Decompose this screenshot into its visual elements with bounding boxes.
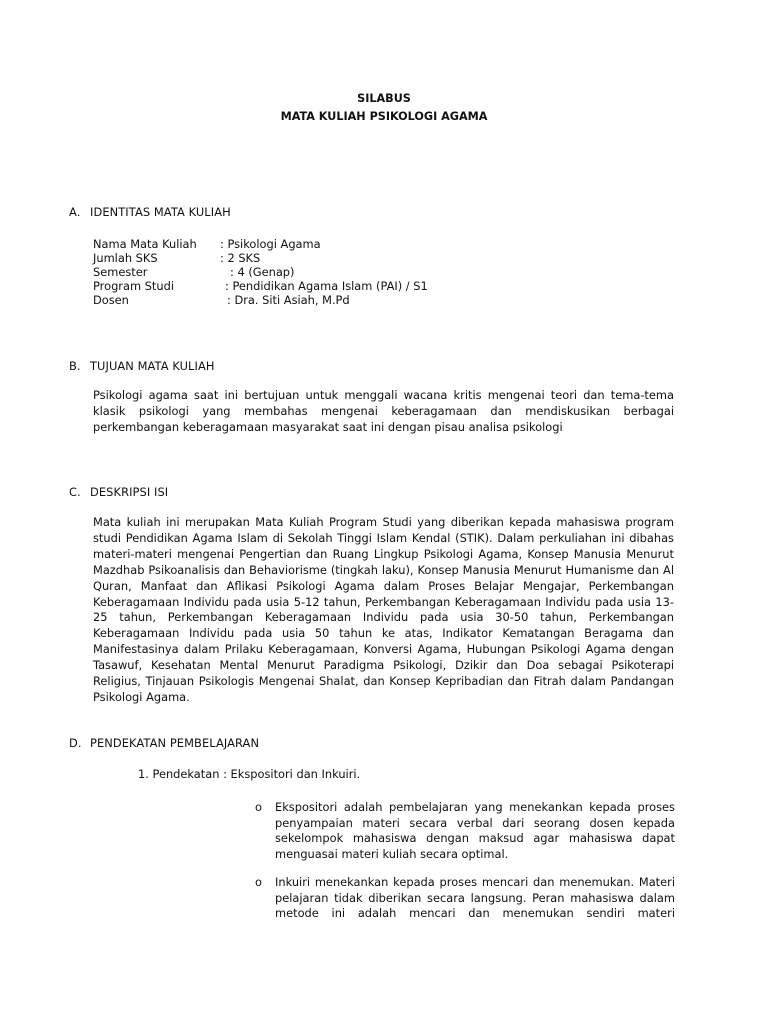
section-c-label: C.	[69, 485, 81, 499]
bullet-mark: o	[255, 800, 262, 814]
identity-value: : Psikologi Agama	[220, 237, 321, 251]
paragraph-line: Keberagamaan Individu pada usia 50 tahun ke atas, Indikator Kematangan Beragama dan	[93, 626, 674, 641]
section-d-label: D.	[69, 736, 82, 750]
paragraph-line: Psikologi agama saat ini bertujuan untuk menggali wacana kritis mengenai teori dan tema-tema	[93, 388, 674, 402]
identity-value: : 2 SKS	[220, 251, 261, 265]
paragraph-line: studi Pendidikan Agama Islam di Sekolah Tinggi Islam Kendal (STIK). Dalam perkuliahan ini dibahas	[93, 530, 674, 545]
bullet-mark: o	[255, 875, 262, 889]
bullet-line: penyampaian materi secara verbal dari seorang dosen kepada	[275, 815, 675, 830]
section-b-title: TUJUAN MATA KULIAH	[90, 359, 215, 373]
section-d-heading	[69, 737, 259, 751]
paragraph-line: Religius, Tinjauan Psikologis Mengenai Shalat, dan Konsep Kepribadian dan Fitrah dalam Pandangan	[93, 674, 674, 689]
identity-key: Nama Mata Kuliah	[93, 237, 197, 251]
identity-value: : Pendidikan Agama Islam (PAI) / S1	[225, 279, 428, 293]
identity-key: Jumlah SKS	[93, 251, 158, 265]
section-c-title: DESKRIPSI ISI	[90, 485, 169, 499]
paragraph-line: perkembangan keberagamaan masyarakat saat ini dengan pisau analisa psikologi	[93, 419, 563, 434]
bullet-text	[275, 875, 675, 922]
bullet-line: Inkuiri menekankan kepada proses mencari dan menemukan. Materi	[275, 875, 675, 889]
paragraph-line: Manifestasinya dalam Prilaku Keberagamaan, Konversi Agama, Hubungan Psikologi Agama dengan	[93, 642, 674, 657]
paragraph-line: klasik psikologi yang membahas mengenai keberagamaan dan mendiskusikan berbagai	[93, 403, 674, 418]
bullet-text	[275, 800, 675, 862]
bullet-ekspositori	[255, 800, 675, 864]
paragraph-line: Quran, Manfaat dan Aflikasi Psikologi Agama dalam Proses Belajar Mengajar, Perkembangan	[93, 578, 674, 593]
paragraph-line: 25 tahun, Perkembangan Keberagamaan Individu pada usia 30-50 tahun, Perkembangan	[93, 610, 674, 625]
identity-key: Semester	[93, 265, 148, 279]
bullet-inkuiri	[255, 875, 675, 925]
section-d-title: PENDEKATAN PEMBELAJARAN	[90, 736, 260, 750]
approach-item: 1. Pendekatan : Ekspositori dan Inkuiri.	[138, 767, 361, 781]
section-a-heading	[69, 206, 231, 220]
identity-key: Program Studi	[93, 279, 174, 293]
document-title: SILABUS	[357, 92, 411, 105]
paragraph-line: materi-materi mengenai Pengertian dan Ruang Lingkup Psikologi Agama, Konsep Manusia Menurut	[93, 546, 674, 561]
section-c-paragraph	[93, 515, 674, 706]
bullet-line: pelajaran tidak diberikan secara langsung. Peran mahasiswa dalam	[275, 890, 675, 905]
identity-value: : 4 (Genap)	[230, 265, 295, 279]
section-b-label: B.	[69, 359, 81, 373]
document-subtitle: MATA KULIAH PSIKOLOGI AGAMA	[280, 110, 488, 123]
section-b-heading	[69, 360, 215, 374]
bullet-line: Ekspositori adalah pembelajaran yang menekankan kepada proses	[275, 800, 675, 814]
section-a-title: IDENTITAS MATA KULIAH	[90, 205, 231, 219]
identity-key: Dosen	[93, 293, 129, 307]
paragraph-line: Keberagamaan Individu pada usia 5-12 tahun, Perkembangan Keberagamaan Individu pada usia 13-	[93, 594, 674, 609]
paragraph-line: Psikologi Agama.	[93, 689, 190, 704]
bullet-line: sekelompok mahasiswa dengan maksud agar mahasiswa dapat	[275, 831, 675, 845]
paragraph-line: Mata kuliah ini merupakan Mata Kuliah Program Studi yang diberikan kepada mahasiswa program	[93, 515, 674, 529]
section-c-heading	[69, 486, 168, 500]
identity-value: : Dra. Siti Asiah, M.Pd	[227, 293, 350, 307]
paragraph-line: Tasawuf, Kesehatan Mental Menurut Paradigma Psikologi, Dzikir dan Doa sebagai Psikoterapi	[93, 658, 674, 673]
bullet-line: metode ini adalah mencari dan menemukan sendiri materi	[275, 906, 675, 920]
paragraph-line: Mazdhab Psikoanalisis dan Behaviorisme (tingkah laku), Konsep Manusia Menurut Humanisme dan Al	[93, 562, 674, 577]
section-b-paragraph	[93, 388, 674, 436]
section-a-label: A.	[69, 205, 81, 219]
bullet-line: menguasai materi kuliah secara optimal.	[275, 846, 509, 861]
